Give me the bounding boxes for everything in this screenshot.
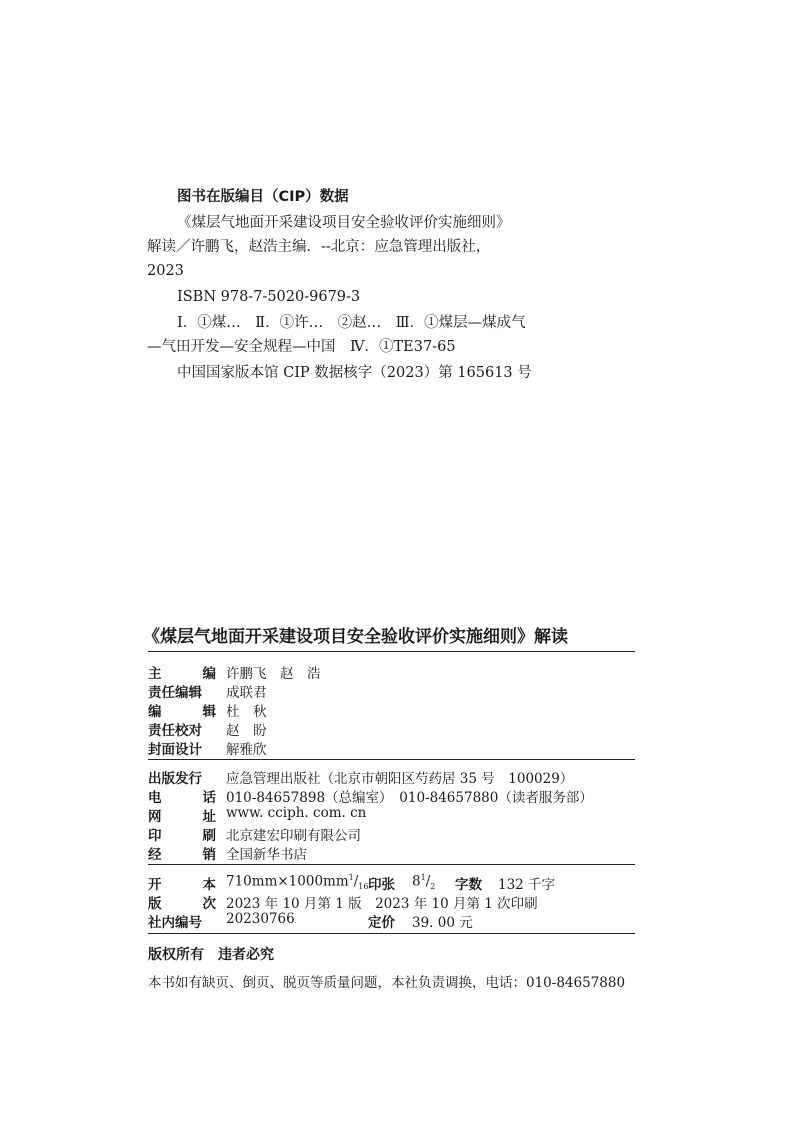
cip-class-line1: Ⅰ．①煤… Ⅱ．①许… ②赵… Ⅲ．①煤层—煤成气 xyxy=(177,315,526,331)
spec-value-format: $710mm\times 1000mm^1/_{16}$ xyxy=(226,873,369,892)
cip-number: 中国国家版本馆 CIP 数据核字（2023）第 165613 号 xyxy=(177,365,532,381)
staff-value-editor: 许鹏飞 赵 浩 xyxy=(226,666,321,682)
divider-bottom xyxy=(148,933,635,934)
return-notice: 本书如有缺页、倒页、脱页等质量问题，本社负责调换，电话：010-84657880 xyxy=(148,975,626,991)
staff-label-editor: 主 编 xyxy=(148,666,216,682)
staff-label-responsible-editor: 责任编辑 xyxy=(148,685,202,701)
divider-pub xyxy=(148,864,635,865)
pub-value-phone: 010-84657898（总编室） 010-84657880（读者服务部） xyxy=(226,790,593,806)
pub-value-distributor: 全国新华书店 xyxy=(226,847,307,863)
spec-label-sheets: 印张 xyxy=(368,877,395,893)
spec-label-code: 社内编号 xyxy=(148,915,202,931)
cip-title-line2: 解读／许鹏飞，赵浩主编．--北京：应急管理出版社， xyxy=(147,239,491,255)
pub-value-website: www. cciph. com. cn xyxy=(226,805,367,821)
staff-value-proofreader: 赵 盼 xyxy=(226,723,267,739)
spec-label-price: 定价 xyxy=(368,915,395,931)
divider-staff xyxy=(148,759,635,760)
cip-title-line1: 《煤层气地面开采建设项目安全验收评价实施细则》 xyxy=(177,215,511,231)
pub-label-printer: 印 刷 xyxy=(148,828,216,844)
pub-label-distributor: 经 销 xyxy=(148,847,216,863)
staff-value-responsible-editor: 成联君 xyxy=(226,685,267,701)
pub-label-website: 网 址 xyxy=(148,809,216,825)
staff-label-copy-editor: 编 辑 xyxy=(148,704,216,720)
spec-value-sheets: $8^1/_2$ xyxy=(412,873,436,892)
spec-value-code: 20230766 xyxy=(226,911,295,927)
pub-value-publisher: 应急管理出版社（北京市朝阳区芍药居 35 号 100029） xyxy=(226,771,574,787)
staff-value-cover-design: 解雅欣 xyxy=(226,742,267,758)
spec-value-words: 132 千字 xyxy=(498,877,556,893)
staff-label-proofreader: 责任校对 xyxy=(148,723,202,739)
divider-top xyxy=(148,651,635,652)
staff-value-copy-editor: 杜 秋 xyxy=(226,704,267,720)
spec-value-edition: 2023 年 10 月第 1 版 2023 年 10 月第 1 次印刷 xyxy=(226,896,538,912)
spec-label-edition: 版 次 xyxy=(148,896,216,912)
cip-year: 2023 xyxy=(147,263,184,279)
pub-label-publisher: 出版发行 xyxy=(148,771,202,787)
spec-label-format: 开 本 xyxy=(148,877,216,893)
cip-heading: 图书在版编目（CIP）数据 xyxy=(177,189,349,205)
cip-class-line2: —气田开发—安全规程—中国 Ⅳ．①TE37-65 xyxy=(147,339,456,355)
staff-label-cover-design: 封面设计 xyxy=(148,742,202,758)
spec-label-words: 字数 xyxy=(455,877,482,893)
cip-isbn: ISBN 978-7-5020-9679-3 xyxy=(177,289,361,305)
spec-value-price: 39. 00 元 xyxy=(412,915,473,931)
pub-label-phone: 电 话 xyxy=(148,790,216,806)
book-title: 《煤层气地面开采建设项目安全验收评价实施细则》解读 xyxy=(143,627,568,647)
rights-statement: 版权所有 违者必究 xyxy=(148,947,274,963)
pub-value-printer: 北京建宏印刷有限公司 xyxy=(226,828,361,844)
